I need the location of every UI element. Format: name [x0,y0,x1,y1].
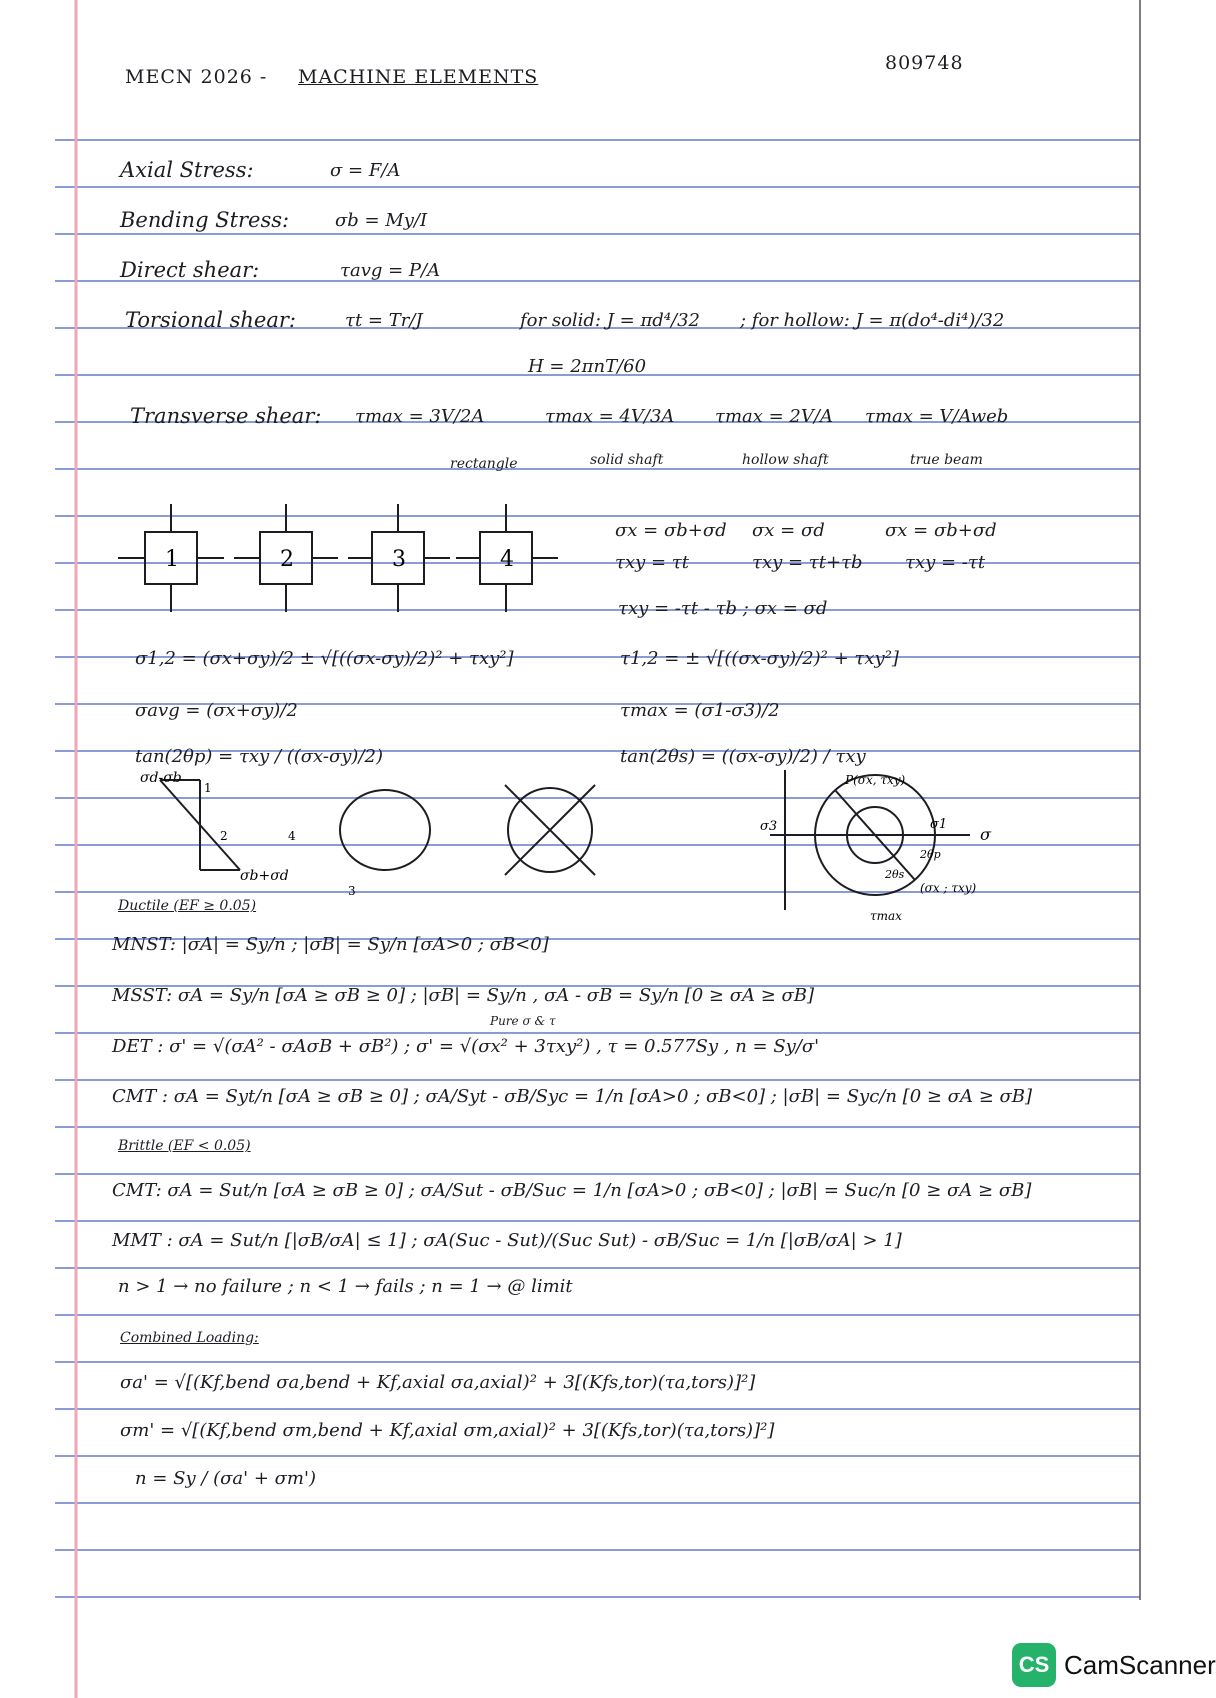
point-3: 3 [348,884,356,898]
true-beam-note: true beam [910,452,983,468]
element-case-1: 1 [165,547,179,572]
transverse-shear-label: Transverse shear: [130,404,322,428]
two-theta-p-label: 2θp [920,848,941,861]
case4-formula: τxy = -τt - τb ; σx = σd [618,598,828,619]
max-shear-in-plane-formula: τ1,2 = ± √[((σx-σy)/2)² + τxy²] [620,648,899,669]
axial-stress-formula: σ = F/A [330,160,401,181]
det-formula: DET : σ' = √(σA² - σAσB + σB²) ; σ' = √(σx² + 3τxy²) , τ = 0.577Sy , n = Sy/σ' [112,1036,820,1057]
solid-shaft-note: solid shaft [590,452,664,468]
case3-tau-xy: τxy = -τt [905,552,986,573]
element-case-2: 2 [280,547,294,572]
bending-stress-label: Bending Stress: [120,208,290,232]
safety-factor-formula: n = Sy / (σa' + σm') [135,1468,316,1489]
brittle-cmt-formula: CMT: σA = Sut/n [σA ≥ σB ≥ 0] ; σA/Sut - σB/Suc = 1/n [σA>0 ; σB<0] ; |σB| = Suc/n [0 ≥ σA ≥ σB] [112,1180,1032,1201]
average-stress-formula: σavg = (σx+σy)/2 [135,700,298,721]
direct-shear-label: Direct shear: [120,258,260,282]
mnst-formula: MNST: |σA| = Sy/n ; |σB| = Sy/n [σA>0 ; σB<0] [112,934,549,955]
case2-tau-xy: τxy = τt+τb [752,552,863,573]
brittle-heading: Brittle (EF < 0.05) [118,1138,251,1154]
element-case-3: 3 [392,547,406,572]
torsional-shear-label: Torsional shear: [125,308,296,332]
mohr-point-label: P(σx, τxy) [845,773,906,787]
shear-angle-formula: tan(2θs) = ((σx-σy)/2) / τxy [620,746,866,767]
rectangle-note: rectangle [450,456,518,472]
case3-sigma-x: σx = σb+σd [885,520,997,541]
course-code: MECN 2026 - [125,66,268,88]
mmt-formula: MMT : σA = Sut/n [|σB/σA| ≤ 1] ; σA(Suc - Sut)/(Suc Sut) - σB/Suc = 1/n [|σB/σA| > 1] [112,1230,902,1251]
mean-stress-formula: σm' = √[(Kf,bend σm,bend + Kf,axial σm,axial)² + 3[(Kfs,tor)(τa,tors)]²] [120,1420,775,1441]
plot1-top-label: σd-σb [140,770,182,786]
power-formula: H = 2πnT/60 [528,356,647,377]
two-theta-s-label: 2θs [885,868,905,881]
transverse-hollow-formula: τmax = 2V/A [715,406,833,427]
principal-stress-formula: σ1,2 = (σx+σy)/2 ± √[((σx-σy)/2)² + τxy²] [135,648,514,669]
point-4: 4 [288,829,296,843]
ductile-cmt-formula: CMT : σA = Syt/n [σA ≥ σB ≥ 0] ; σA/Syt - σB/Syc = 1/n [σA>0 ; σB<0] ; |σB| = Syc/n [0 ≥ σA ≥ σB] [112,1086,1033,1107]
torsional-shear-formula: τt = Tr/J [345,310,423,331]
ductile-heading: Ductile (EF ≥ 0.05) [118,898,257,914]
point-1: 1 [204,781,212,795]
safety-factor-note: n > 1 → no failure ; n < 1 → fails ; n = 1 → @ limit [118,1276,573,1297]
sigma-3-label: σ3 [760,819,778,834]
camscanner-name: CamScanner [1064,1649,1216,1680]
axial-stress-label: Axial Stress: [120,158,254,182]
sigma-axis-label: σ [980,825,991,844]
polar-moment-hollow: ; for hollow: J = π(do⁴-di⁴)/32 [740,310,1005,331]
principal-angle-formula: tan(2θp) = τxy / ((σx-σy)/2) [135,746,383,767]
student-number: 809748 [885,52,964,74]
max-shear-formula: τmax = (σ1-σ3)/2 [620,700,780,721]
polar-moment-solid: for solid: J = πd⁴/32 [520,310,700,331]
bending-stress-formula: σb = My/I [335,210,428,231]
hollow-shaft-note: hollow shaft [742,452,829,468]
det-pure-note: Pure σ & τ [490,1014,556,1028]
case1-tau-xy: τxy = τt [615,552,689,573]
combined-loading-heading: Combined Loading: [120,1330,259,1346]
mohr-coordinate-label: (σx ; τxy) [920,881,977,895]
plot1-bottom-label: σb+σd [240,868,289,884]
point-2: 2 [220,829,228,843]
stress-elements-sketch [110,490,590,620]
alternating-stress-formula: σa' = √[(Kf,bend σa,bend + Kf,axial σa,axial)² + 3[(Kfs,tor)(τa,tors)]²] [120,1372,756,1393]
transverse-solid-formula: τmax = 4V/3A [545,406,675,427]
element-case-4: 4 [500,547,514,572]
transverse-rect-formula: τmax = 3V/2A [355,406,485,427]
tau-max-label: τmax [870,909,902,923]
camscanner-logo: CS [1012,1643,1056,1687]
case2-sigma-x: σx = σd [752,520,825,541]
msst-formula: MSST: σA = Sy/n [σA ≥ σB ≥ 0] ; |σB| = Sy/n , σA - σB = Sy/n [0 ≥ σA ≥ σB] [112,985,815,1006]
direct-shear-formula: τavg = P/A [340,260,441,281]
page-title: MACHINE ELEMENTS [298,66,539,88]
sigma-1-label: σ1 [930,817,948,832]
case1-sigma-x: σx = σb+σd [615,520,727,541]
transverse-beam-formula: τmax = V/Aweb [865,406,1009,427]
camscanner-watermark [1012,1640,1216,1690]
